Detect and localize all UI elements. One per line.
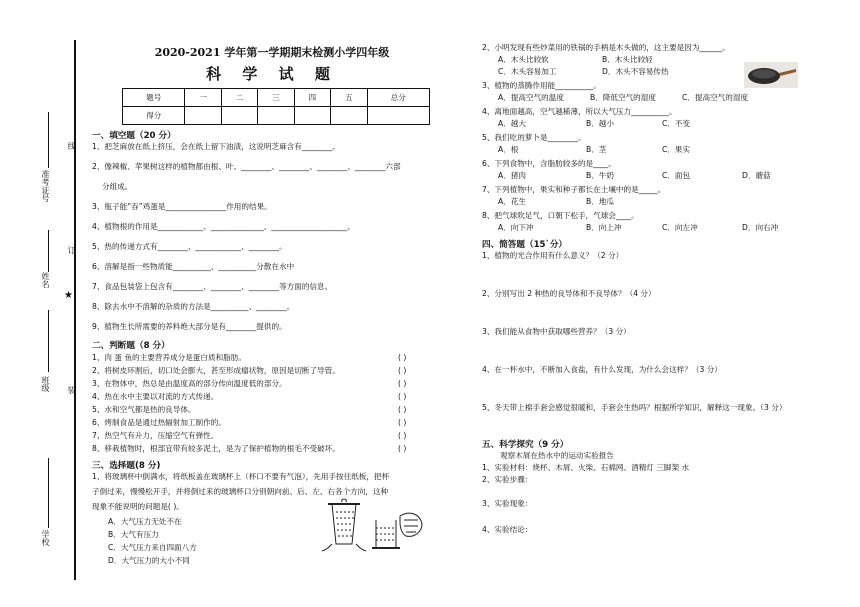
score-cell: 一 <box>185 89 221 107</box>
school-label: 学校 <box>41 530 50 546</box>
question: 4、植物根的作用是____________、______________、____________________。 <box>92 222 356 231</box>
question: 3、植物的蒸腾作用能__________。 <box>482 81 601 90</box>
option[interactable]: B．越小 <box>586 119 614 128</box>
score-table <box>122 88 430 125</box>
glass-cup-illustration <box>318 498 428 554</box>
score-input-cell[interactable] <box>294 107 330 125</box>
option-row <box>482 144 842 156</box>
subject-title: 科 学 试 题 <box>206 65 338 83</box>
question: 6、下列食物中，含脂肪较多的是____。 <box>482 159 616 168</box>
question: 6、溶解是指一些物质能__________、__________分散在水中 <box>92 262 295 271</box>
id-label: 准考证号 <box>41 170 50 202</box>
option[interactable]: B．牛奶 <box>586 171 614 180</box>
experiment-item: 3、实验现象： <box>482 499 533 508</box>
option[interactable]: D．向右冲 <box>742 223 779 232</box>
answer-paren[interactable]: ( ) <box>398 418 407 427</box>
option[interactable]: C．提高空气的湿度 <box>682 93 749 102</box>
name-blank-line <box>48 230 49 272</box>
score-table-header-row <box>123 89 430 107</box>
option[interactable]: C．面包 <box>662 171 691 180</box>
score-cell: 四 <box>294 89 330 107</box>
option[interactable]: A．根 <box>498 145 519 154</box>
option[interactable]: B．茎 <box>586 145 607 154</box>
question: 2、分别写出 2 种热的良导体和不良导体？（4 分） <box>482 289 656 298</box>
section-heading: 四、简答题（15`分） <box>482 240 568 250</box>
option[interactable]: C．果实 <box>662 145 691 154</box>
question: 1、植物的光合作用有什么意义？（2 分） <box>482 251 624 260</box>
option-row <box>482 196 842 208</box>
question: 1、把芝麻放在纸上挤压，会在纸上留下油渍，这说明芝麻含有________。 <box>92 142 340 151</box>
answer-paren[interactable]: ( ) <box>398 379 407 388</box>
judge-item <box>92 403 452 416</box>
judge-text: 6、烤制食品是通过热辐射加工制作的。 <box>92 418 226 427</box>
option[interactable]: B．降低空气的湿度 <box>590 93 656 102</box>
score-input-cell[interactable] <box>367 107 429 125</box>
score-input-cell[interactable] <box>221 107 257 125</box>
judge-item <box>92 390 452 403</box>
experiment-title: 观察木屑在热水中的运动实验报告 <box>500 451 614 460</box>
answer-paren[interactable]: ( ) <box>398 431 407 440</box>
judge-text: 3、在物体中，热总是由温度高的部分传向温度低的部分。 <box>92 379 287 388</box>
option[interactable]: C．不变 <box>662 119 691 128</box>
option[interactable]: A．花生 <box>498 197 526 206</box>
binding-line <box>74 40 76 580</box>
score-table-score-row <box>123 107 430 125</box>
star-icon: ★ <box>64 290 73 301</box>
judge-text: 1、肉 蛋 鱼的主要营养成分是蛋白质和脂肪。 <box>92 353 246 362</box>
question-cont: 分组成。 <box>102 182 133 191</box>
judge-text: 4、热在水中主要以对流的方式传递。 <box>92 392 219 401</box>
question: 4、在一杯水中，不断加入食盐，有什么发现，为什么会这样？（3 分） <box>482 365 722 374</box>
score-input-cell[interactable] <box>185 107 221 125</box>
question: 9、植物生长所需要的养料绝大部分是有________提供的。 <box>92 322 287 331</box>
question-cont: 子倒过来，慢慢松开手，并将倒过来的玻璃杯口分别朝向前、后、左、右各个方向，这种 <box>92 487 389 496</box>
answer-paren[interactable]: ( ) <box>398 392 407 401</box>
option[interactable]: B．木头比较轻 <box>602 55 653 64</box>
question: 4、离地面越高，空气越稀薄，所以大气压力__________。 <box>482 107 677 116</box>
option[interactable]: C．大气压力来自四面八方 <box>108 543 197 552</box>
seal-ding-char: 订 <box>67 246 76 254</box>
score-input-cell[interactable] <box>331 107 367 125</box>
judge-text: 5、水和空气都是热的良导体。 <box>92 405 196 414</box>
left-column <box>92 40 452 567</box>
option-row <box>482 118 842 130</box>
judge-item <box>92 377 452 390</box>
score-cell: 二 <box>221 89 257 107</box>
option-row <box>482 92 842 104</box>
section-heading: 二、判断题（8 分） <box>92 341 170 351</box>
school-blank-line <box>48 458 49 528</box>
question: 5、我们吃的萝卜是________。 <box>482 133 586 142</box>
question: 8、除去水中不溶解的杂质的方法是__________、________。 <box>92 302 295 311</box>
experiment-item: 2、实验步骤： <box>482 475 533 484</box>
option[interactable]: B．地瓜 <box>586 197 614 206</box>
option[interactable]: C．向左冲 <box>662 223 698 232</box>
judge-item <box>92 416 452 429</box>
score-cell: 题号 <box>123 89 185 107</box>
score-input-cell[interactable] <box>258 107 294 125</box>
experiment-item: 1、实验材料：烧杯、木屑、火柴、石棉网、酒精灯 三脚架 水 <box>482 463 690 472</box>
score-cell: 五 <box>331 89 367 107</box>
question: 7、下列植物中，果实和种子都长在土壤中的是_____。 <box>482 185 666 194</box>
section-heading: 三、选择题(8 分) <box>92 461 161 471</box>
question: 7、食品包装袋上包含有________、________、________等方面的信息。 <box>92 282 333 291</box>
option[interactable]: B．大气有压力 <box>108 530 159 539</box>
option[interactable]: A．大气压力无处不在 <box>108 517 182 526</box>
judge-item <box>92 351 452 364</box>
class-blank-line <box>48 310 49 372</box>
question: 2、像辣椒、苹果树这样的植物都由根、叶、________、________、________、________六部 <box>92 162 401 171</box>
option[interactable]: A．向下冲 <box>498 223 534 232</box>
option[interactable]: C．木头容易加工 <box>498 67 557 76</box>
question: 8、把气球吹足气，口朝下松手，气球会____。 <box>482 211 639 220</box>
name-label: 姓名 <box>41 272 50 288</box>
question: 2、小明发现有些炒菜用的铁锅的手柄是木头做的，这主要是因为______。 <box>482 43 730 52</box>
option[interactable]: B．向上冲 <box>586 223 622 232</box>
answer-paren[interactable]: ( ) <box>398 366 407 375</box>
judge-text: 2、将树皮环割后，切口处会膨大，甚至形成瘤状物，原因是切断了导管。 <box>92 366 340 375</box>
judge-text: 7、热空气有升力，压缩空气有弹性。 <box>92 431 219 440</box>
question: 1、将玻璃杯中倒满水，将纸板盖在玻璃杯上（杯口不要有气泡），先用手按住纸板，把杯 <box>92 472 390 481</box>
score-cell: 总分 <box>367 89 429 107</box>
option[interactable]: D．大气压力的大小不同 <box>108 556 190 565</box>
wok-picture <box>744 62 798 88</box>
judge-item <box>92 364 452 377</box>
option[interactable]: A．木头比较软 <box>498 55 549 64</box>
question: 3、我们能从食物中获取哪些营养？（3 分） <box>482 327 631 336</box>
judge-item <box>92 442 452 455</box>
option[interactable]: A．提高空气的温度 <box>498 93 564 102</box>
question: 5、热的传递方式有________、____________、________。 <box>92 242 287 251</box>
option-row <box>482 170 842 182</box>
score-cell: 三 <box>258 89 294 107</box>
answer-paren[interactable]: ( ) <box>398 353 407 362</box>
option[interactable]: A．猪肉 <box>498 171 526 180</box>
judge-text: 8、移栽植物时，根部宜带有较多泥土，是为了保护植物的根毛不受破坏。 <box>92 444 340 453</box>
right-column <box>482 40 842 536</box>
judge-item <box>92 429 452 442</box>
seal-zhuang-char: 装 <box>67 386 76 394</box>
score-cell: 得分 <box>123 107 185 125</box>
option[interactable]: D．蘑菇 <box>742 171 771 180</box>
answer-paren[interactable]: ( ) <box>398 405 407 414</box>
experiment-item: 4、实验结论： <box>482 525 533 534</box>
exam-title: 2020-2021 学年第一学期期末检测小学四年级 <box>154 46 390 59</box>
question: 5、冬天带上棉手套会感觉很暖和，手套会生热吗？根据所学知识，解释这一现象。（3 分） <box>482 403 787 412</box>
question: 3、瓶子能“吞”鸡蛋是________________作用的结果。 <box>92 202 272 211</box>
seal-line-char: 线 <box>67 142 76 150</box>
id-blank-line <box>48 112 49 168</box>
question-cont: 现象不能说明的问题是( )。 <box>92 502 184 511</box>
option[interactable]: A．越大 <box>498 119 526 128</box>
section-heading: 一、填空题（20 分） <box>92 131 176 141</box>
option[interactable]: D．木头不容易传热 <box>602 67 669 76</box>
option-row <box>482 222 842 234</box>
class-label: 班级 <box>41 376 50 392</box>
answer-paren[interactable]: ( ) <box>398 444 407 453</box>
section-heading: 五、科学探究（9 分） <box>482 440 569 450</box>
